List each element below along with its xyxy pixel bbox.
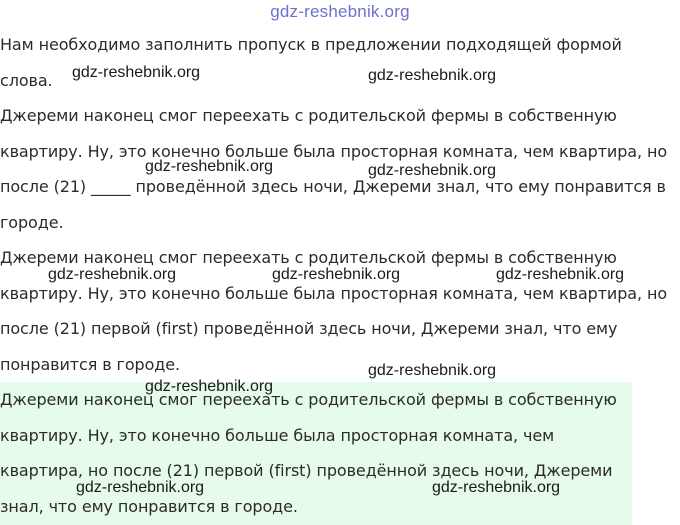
text-line: Джереми наконец смог переехать с родительской фермы в собственную: [0, 390, 617, 409]
answer-highlight-box: [0, 382, 632, 525]
text-line: слова.: [0, 70, 53, 90]
text-line: понравится в городе.: [0, 354, 180, 374]
text-line: Джереми наконец смог переехать с родительской фермы в собственную: [0, 106, 617, 125]
text-line: квартиру. Ну, это конечно больше была просторная комната, чем: [0, 425, 555, 445]
task-instruction: [0, 27, 640, 98]
watermark: gdz-reshebnik.org: [368, 362, 497, 379]
watermark: gdz-reshebnik.org: [76, 479, 205, 496]
watermark: gdz-reshebnik.org: [368, 67, 497, 84]
watermark: gdz-reshebnik.org: [272, 266, 401, 283]
watermark: gdz-reshebnik.org: [432, 479, 561, 496]
watermark: gdz-reshebnik.org: [368, 162, 497, 179]
text-line: после (21) первой (first) проведённой здесь ночи, Джереми знал, что ему: [0, 319, 618, 338]
text-line: Нам необходимо заполнить пропуск в предложении подходящей формой: [0, 35, 622, 54]
text-line: после (21) _____ проведённой здесь ночи, Джереми знал, что ему понравится в: [0, 177, 666, 196]
text-line: квартиру. Ну, это конечно больше была просторная комната, чем квартира, но: [0, 141, 668, 161]
text-line: городе.: [0, 212, 64, 232]
watermark: gdz-reshebnik.org: [145, 158, 274, 175]
watermark: gdz-reshebnik.org: [496, 266, 625, 283]
text-line: Джереми наконец смог переехать с родительской фермы в собственную: [0, 248, 617, 267]
watermark: gdz-reshebnik.org: [72, 64, 201, 81]
text-line: квартира, но после (21) первой (first) проведённой здесь ночи, Джереми: [0, 461, 613, 480]
header-watermark: gdz-reshebnik.org: [270, 2, 410, 21]
watermark: gdz-reshebnik.org: [48, 266, 177, 283]
text-line: знал, что ему понравится в городе.: [0, 496, 298, 516]
watermark: gdz-reshebnik.org: [145, 378, 274, 395]
text-line: квартиру. Ну, это конечно больше была просторная комната, чем квартира, но: [0, 283, 668, 303]
answer-text: [0, 240, 668, 382]
task-text: [0, 98, 668, 240]
